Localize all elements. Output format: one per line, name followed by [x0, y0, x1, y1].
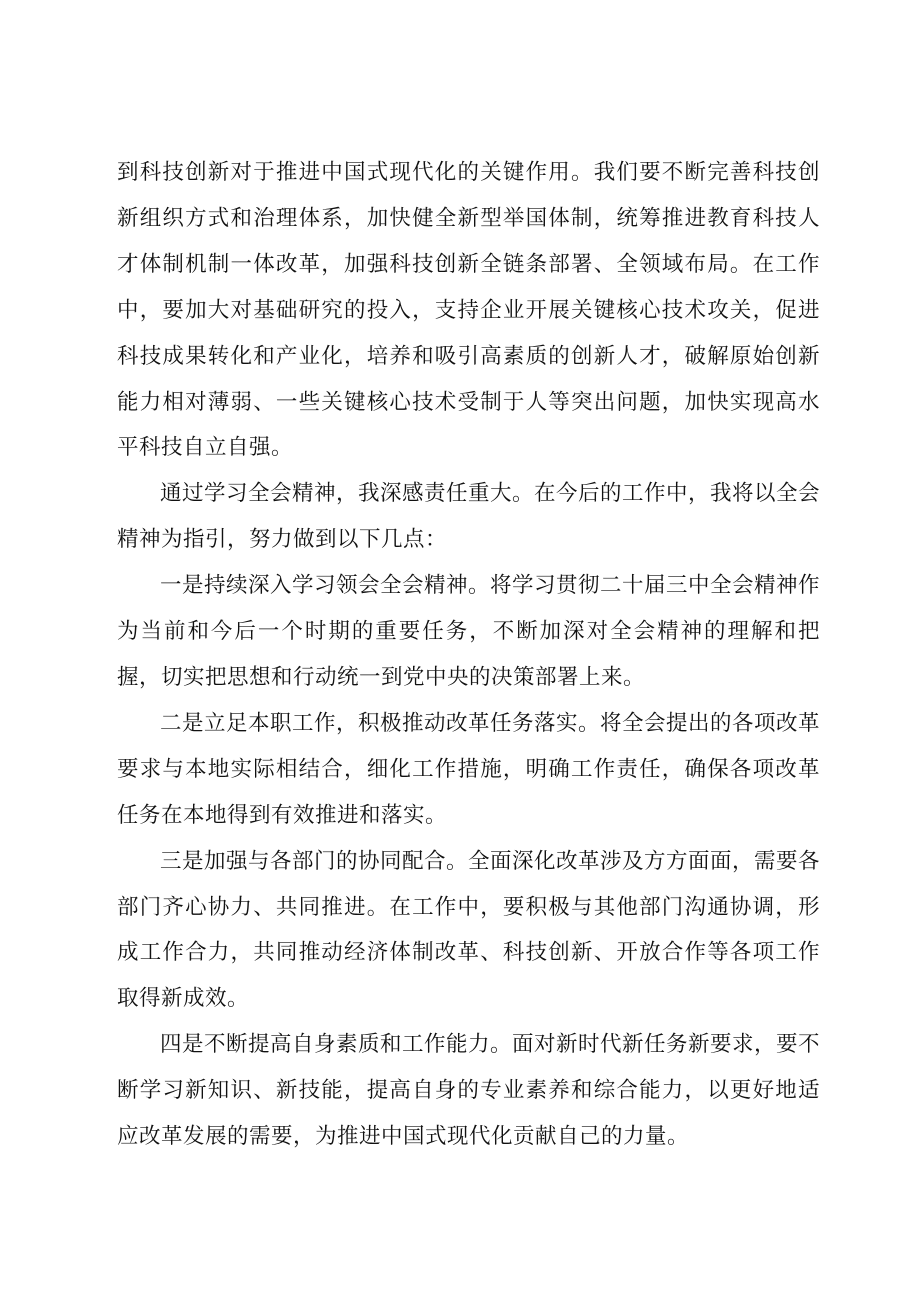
- paragraph-point-2: 二是立足本职工作，积极推动改革任务落实。将全会提出的各项改革要求与本地实际相结合，细化工作措施，明确工作责任，确保各项改革任务在本地得到有效推进和落实。: [117, 710, 821, 828]
- paragraph-continuation: 到科技创新对于推进中国式现代化的关键作用。我们要不断完善科技创新组织方式和治理体系，加快健全新型举国体制，统筹推进教育科技人才体制机制一体改革，加强科技创新全链条部署、全领域布局。在工作中，要加大对基础研究的投入，支持企业开展关键核心技术攻关，促进科技成果转化和产业化，培养和吸引高素质的创新人才，破解原始创新能力相对薄弱、一些关键核心技术受制于人等突出问题，加快实现高水平科技自立自强。: [117, 160, 820, 461]
- paragraph-point-3: 三是加强与各部门的协同配合。全面深化改革涉及方方面面，需要各部门齐心协力、共同推进。在工作中，要积极与其他部门沟通协调，形成工作合力，共同推动经济体制改革、科技创新、开放合作等各项工作取得新成效。: [117, 848, 821, 1012]
- document-page: [117, 150, 820, 1160]
- paragraph-point-4: 四是不断提高自身素质和工作能力。面对新时代新任务新要求，要不断学习新知识、新技能，提高自身的专业素养和综合能力，以更好地适应改革发展的需要，为推进中国式现代化贡献自己的力量。: [117, 1032, 821, 1150]
- paragraph-point-1: 一是持续深入学习领会全会精神。将学习贯彻二十届三中全会精神作为当前和今后一个时期的重要任务，不断加深对全会精神的理解和把握，切实把思想和行动统一到党中央的决策部署上来。: [117, 573, 821, 690]
- paragraph-intro: 通过学习全会精神，我深感责任重大。在今后的工作中，我将以全会精神为指引，努力做到以下几点：: [117, 481, 821, 553]
